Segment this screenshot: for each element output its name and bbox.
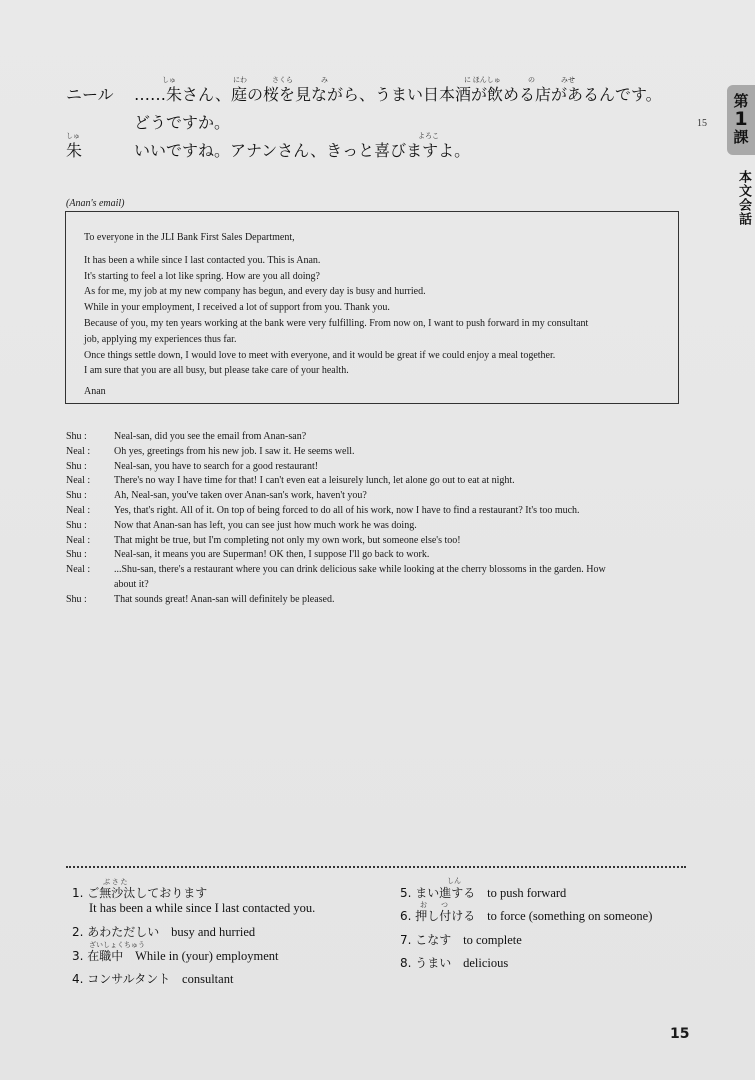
email-line: As for me, my job at my new company has begun, and every day is busy and hurried. bbox=[84, 286, 426, 298]
vocab-item bbox=[72, 947, 279, 964]
utterance: That might be true, but I'm completing not only my own work, but someone else's too! bbox=[114, 534, 461, 546]
speaker: Shu : bbox=[66, 549, 87, 561]
furigana: ぶ さ た bbox=[103, 878, 128, 886]
vocab-meaning: While in (your) employment bbox=[135, 949, 279, 963]
vocab-term: 在職中 bbox=[87, 949, 124, 963]
furigana: みせ bbox=[561, 76, 575, 84]
furigana: よろこ bbox=[418, 132, 439, 140]
furigana: にわ bbox=[233, 76, 247, 84]
utterance: Neal-san, did you see the email from Anan-san? bbox=[114, 431, 307, 442]
vocab-number: 1. bbox=[72, 886, 84, 900]
utterance: Now that Anan-san has left, you can see just how much work he was doing. bbox=[114, 519, 417, 531]
vocab-term: 押し付ける bbox=[415, 909, 476, 923]
vocab-number: 2. bbox=[72, 925, 84, 939]
line-number: 15 bbox=[697, 118, 707, 129]
furigana: しゅ bbox=[66, 132, 80, 140]
vocab-term: こなす bbox=[415, 933, 452, 947]
speaker: Shu : bbox=[66, 519, 87, 531]
email-greeting: To everyone in the JLI Bank First Sales Department, bbox=[84, 232, 295, 243]
dialogue-row bbox=[66, 460, 686, 475]
furigana: しゅ bbox=[162, 76, 176, 84]
email-line: Because of you, my ten years working at the bank were very fulfilling. From now on, I want to push forward in my consultant bbox=[84, 317, 589, 329]
email-line: It's starting to feel a lot like spring. How are you all doing? bbox=[84, 270, 320, 282]
speaker: Neal : bbox=[66, 504, 91, 516]
speaker: Shu : bbox=[66, 431, 87, 442]
furigana: み bbox=[321, 76, 328, 84]
vocab-meaning: busy and hurried bbox=[171, 925, 256, 939]
dialogue-row bbox=[66, 578, 686, 593]
dialogue-row bbox=[66, 430, 686, 445]
vocab-meaning: delicious bbox=[463, 956, 509, 970]
speaker bbox=[66, 578, 114, 593]
lesson-number: 1 bbox=[734, 108, 748, 131]
vocab-item bbox=[400, 884, 566, 901]
dialogue-row bbox=[66, 593, 686, 608]
jp-speaker: ニール bbox=[66, 85, 114, 104]
email-line: While in your employment, I received a lot of support from you. Thank you. bbox=[84, 302, 390, 314]
email-line: It has been a while since I last contacted you. This is Anan. bbox=[84, 254, 321, 266]
vocab-item bbox=[72, 970, 233, 987]
vocab-meaning: to force (something on someone) bbox=[487, 909, 653, 923]
vocab-number: 3. bbox=[72, 949, 84, 963]
dialogue-row bbox=[66, 563, 686, 578]
dialogue-row bbox=[66, 474, 686, 489]
vocab-item bbox=[400, 954, 508, 971]
jp-dialogue-line bbox=[66, 82, 686, 104]
furigana: さくら bbox=[272, 76, 293, 84]
email-line: I am sure that you are all busy, but please take care of your health. bbox=[84, 365, 349, 377]
dotted-divider bbox=[66, 866, 686, 868]
dialogue-row bbox=[66, 519, 686, 534]
vocab-term: あわただしい bbox=[87, 925, 160, 939]
jp-speaker: 朱 bbox=[66, 141, 83, 160]
utterance: Yes, that's right. All of it. On top of being forced to do all of his work, now I have to find a restaurant? It's too much. bbox=[114, 504, 580, 516]
furigana: の bbox=[528, 76, 535, 84]
utterance: Ah, Neal-san, you've taken over Anan-san's work, haven't you? bbox=[114, 490, 367, 502]
email-box bbox=[65, 211, 679, 404]
speaker: Neal : bbox=[66, 534, 91, 546]
speaker: Shu : bbox=[66, 593, 87, 605]
vocab-meaning: to push forward bbox=[487, 886, 567, 900]
lesson-tab-char2: 課 bbox=[733, 127, 749, 146]
speaker: Neal : bbox=[66, 564, 91, 576]
vocab-item bbox=[72, 884, 316, 915]
furigana: しん bbox=[447, 877, 461, 885]
email-line: Once things settle down, I would love to meet with everyone, and it would be great if we could enjoy a meal together. bbox=[84, 349, 556, 361]
vocab-item bbox=[400, 907, 652, 924]
vocab-number: 6. bbox=[400, 909, 412, 923]
vocab-number: 4. bbox=[72, 972, 84, 986]
jp-text: いいですね。アナンさん、きっと喜びますよ。 bbox=[134, 141, 471, 160]
utterance: ...Shu-san, there's a restaurant where you can drink delicious sake while looking at the cherry blossoms in the garden. How bbox=[114, 564, 606, 576]
vocab-term: まい進する bbox=[415, 886, 476, 900]
email-signature: Anan bbox=[84, 386, 106, 398]
vocab-number: 7. bbox=[400, 933, 412, 947]
vocab-meaning: to complete bbox=[463, 933, 522, 947]
jp-dialogue-line bbox=[66, 110, 686, 132]
dialogue-row bbox=[66, 548, 686, 563]
lesson-tab-char1: 第 bbox=[733, 92, 749, 111]
vocab-item bbox=[400, 931, 522, 948]
vocab-number: 5. bbox=[400, 886, 412, 900]
utterance: Neal-san, it means you are Superman! OK then, I suppose I'll go back to work. bbox=[114, 549, 430, 561]
email-label: (Anan's email) bbox=[66, 198, 125, 209]
dialogue-row bbox=[66, 489, 686, 504]
vocab-meaning: It has been a while since I last contacted you. bbox=[89, 901, 316, 915]
english-dialogue bbox=[66, 430, 686, 608]
speaker: Neal : bbox=[66, 445, 91, 457]
email-line: job, applying my experiences thus far. bbox=[84, 333, 237, 345]
page-number: 15 bbox=[670, 1026, 690, 1042]
dialogue-row bbox=[66, 504, 686, 519]
furigana: お つ bbox=[420, 901, 448, 909]
jp-dialogue-line bbox=[66, 138, 686, 160]
dialogue-row bbox=[66, 534, 686, 549]
speaker: Neal : bbox=[66, 475, 91, 487]
speaker: Shu : bbox=[66, 460, 87, 472]
utterance: There's no way I have time for that! I can't even eat a leisurely lunch, let alone go out to eat at night. bbox=[114, 475, 515, 487]
speaker: Shu : bbox=[66, 490, 87, 502]
jp-text: ……朱さん、庭の桜を見ながら、うまい日本酒が飲める店があるんです。 bbox=[134, 85, 662, 104]
vocab-term: うまい bbox=[415, 956, 452, 970]
vocab-number: 8. bbox=[400, 956, 412, 970]
lesson-tab bbox=[727, 85, 755, 155]
section-title-vertical: 本文会話 bbox=[736, 170, 751, 226]
utterance: Oh yes, greetings from his new job. I saw it. He seems well. bbox=[114, 445, 355, 457]
dialogue-row bbox=[66, 445, 686, 460]
furigana: ざいしょくちゅう bbox=[89, 941, 145, 949]
utterance: Neal-san, you have to search for a good restaurant! bbox=[114, 460, 319, 472]
utterance: about it? bbox=[114, 578, 149, 590]
furigana: に ほんしゅ bbox=[464, 76, 501, 84]
utterance: That sounds great! Anan-san will definitely be pleased. bbox=[114, 593, 335, 605]
vocab-item bbox=[72, 923, 255, 940]
jp-text: どうですか。 bbox=[134, 113, 231, 132]
vocab-term: コンサルタント bbox=[87, 972, 171, 986]
vocab-meaning: consultant bbox=[182, 972, 234, 986]
vocab-term: ご無沙汰しております bbox=[87, 886, 208, 900]
